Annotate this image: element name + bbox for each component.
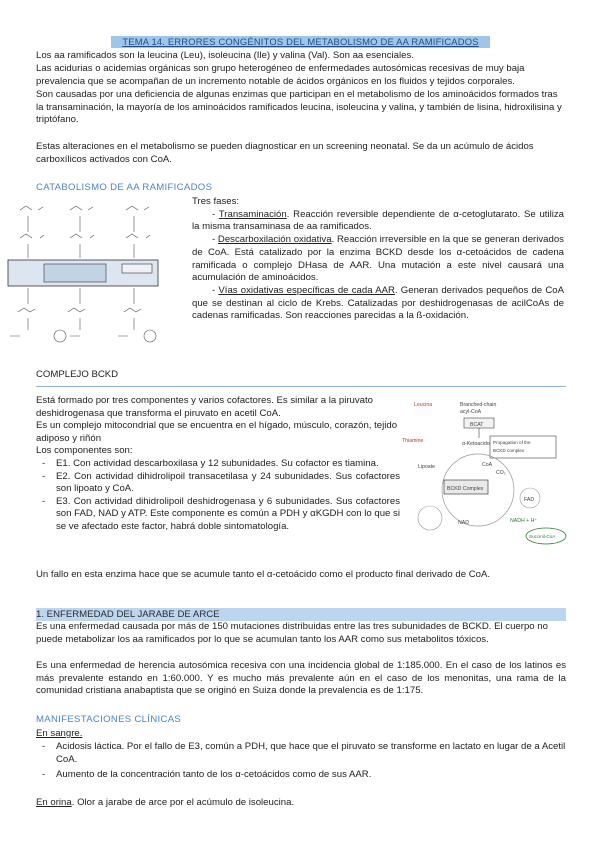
fase-1: - Transaminación. Reacción reversible dependiente de α-cetoglutarato. Se utiliza la misma transaminasa de aa ramificados. — [192, 208, 564, 233]
bckd-complex-box-label: BCKD complex — [493, 448, 525, 453]
enfermedad-p1: Es una enfermedad causada por más de 150 mutaciones distribuidas entre las tres subunidades de BCKD. El cuerpo no puede metabolizar los aa ramificados por lo que se acumulan tanto los AAR como sus metabolitos tóxicos. — [36, 621, 548, 645]
label-acylcoa: acyl-CoA — [460, 409, 482, 415]
sangre-item-1: - Acidosis láctica. Por el fallo de E3, común a PDH, que hace que el piruvato se transforme en lactato en lugar de a Acetil CoA. — [36, 741, 566, 766]
bckd-heading: COMPLEJO BCKD — [36, 369, 119, 380]
leucina-label: Leucina — [414, 402, 433, 408]
intro-p1: Los aa ramificados son la leucina (Leu), isoleucina (Ile) y valina (Val). Son aa esenciales. — [36, 50, 414, 61]
bckd-component-e1: - E1. Con actividad descarboxilasa y 12 subunidades. Su cofactor es tiamina. — [36, 458, 400, 471]
page-title: TEMA 14. ERRORES CONGÉNITOS DEL METABOLISMO DE AA RAMIFICADOS — [111, 36, 490, 48]
enfermedad-heading: 1. ENFERMEDAD DEL JARABE DE ARCE — [36, 608, 566, 621]
bckd-complex-label: BCKD Complex — [447, 486, 484, 492]
sangre-item-2: - Aumento de la concentración tanto de los α-cetoácidos como de sus AAR. — [36, 769, 566, 782]
nad-label: NAD — [458, 520, 469, 526]
fases-block — [192, 196, 564, 323]
propagation-label: Propagation of the — [493, 440, 531, 445]
lipoate-label: Lipoate — [418, 464, 436, 470]
thiamine-label: Thiamine — [402, 438, 424, 444]
krebs-label: Succinil-CoA — [529, 534, 556, 539]
bckd-p3: Un fallo en esta enzima hace que se acumule tanto el α-cetoácido como el producto final derivado de CoA. — [36, 569, 491, 580]
fase-2-name: Descarboxilación oxidativa — [217, 234, 332, 246]
co2-label: CO₂ — [496, 470, 506, 476]
sangre-label: En sangre. — [36, 728, 83, 739]
fases-label: Tres fases: — [192, 196, 240, 207]
bckd-divider — [36, 386, 566, 387]
fase-1-text: . Reacción reversible dependiente de α-cetoglutarato. Se utiliza la misma transaminasa de aa ramificados. — [192, 208, 564, 233]
cetoacido-label: α-Ketoacido — [462, 441, 490, 447]
orina-line — [36, 797, 294, 810]
coa-label: CoA — [482, 462, 493, 468]
intro-p3: Son causadas por una deficiencia de algunas enzimas que participan en el metabolismo de los aminoácidos formados tras la transaminación, la mayoría de los aminoácidos ramificados leucina, isoleucina y valina, y también de lisina, hidroxilisina y triptófano. — [36, 89, 562, 126]
bckd-p1: Está formado por tres componentes y varios cofactores. Es similar a la piruvato deshidrogenasa que transforma el piruvato en acetil CoA. — [36, 395, 373, 419]
bckd-components — [36, 458, 400, 534]
bckd-p2: Es un complejo mitocondrial que se encuentra en el hígado, músculo, corazón, tejido adiposo y riñón — [36, 420, 398, 444]
fase-3-name: Vías oxidativas específicas de cada AAR — [218, 284, 395, 296]
catabolismo-heading: CATABOLISMO DE AA RAMIFICADOS — [36, 182, 213, 193]
enfermedad-p2: Es una enfermedad de herencia autosómica recesiva con una incidencia global de 1:185.000. En el caso de los latinos es más prevalente estando en 1:60.000. Y es mucho más prevalente aún en el caso de los menonitas, una rama de la comunidad cristiana anabaptista que se originó en Suiza donde la prevalencia es de 1:175. — [36, 660, 566, 697]
sangre-list-wrap — [36, 741, 566, 782]
fase-3: - Vías oxidativas específicas de cada AAR. Generan derivados pequeños de CoA que se destinan al ciclo de Krebs. Catalizadas por deshidrogenasas de acilCoAs de cadenas ramificadas. Son reacciones parecidas a la ß-oxidación. — [192, 284, 564, 322]
bckd-component-e2: - E2. Con actividad dihidrolipoil transacetilasa y 24 subunidades. Sus cofactores son lipoato y CoA. — [36, 471, 400, 496]
nadh-label: NADH + H⁺ — [510, 518, 538, 524]
intro-p2: Las acidurias o acidemias orgánicas son grupo heterogéneo de enfermedades autosómicas recesivas de muy baja prevalencia que se acompañan de un incremento notable de ácidos orgánicos en los fluidos y tejidos corporales. — [36, 63, 525, 87]
sangre-list — [36, 741, 566, 782]
label-branched: Branched-chain — [460, 402, 497, 408]
fase-1-name: Transaminación — [218, 208, 287, 220]
fase-3-text: . Generan derivados pequeños de CoA que se destinan al ciclo de Krebs. Catalizadas por deshidrogenasas de acilCoAs de cadenas ramificadas. Son reacciones parecidas a la ß-oxidación. — [192, 284, 564, 322]
orina-label: En orina — [36, 797, 72, 808]
orina-text: . Olor a jarabe de arce por el acúmulo de isoleucina. — [71, 797, 295, 808]
intro-p4: Estas alteraciones en el metabolismo se pueden diagnosticar en un screening neonatal. Se da un acúmulo de ácidos carboxílicos activados con CoA. — [36, 141, 534, 165]
bcat-label: BCAT — [470, 422, 484, 428]
bckd-complex-figure — [400, 398, 568, 564]
bckd-component-e3: - E3. Con actividad dihidrolipoil deshidrogenasa y 6 subunidades. Sus cofactores son FAD, NAD y ATP. Este componente es común a PDH y αKGDH con lo que si se ve afectado este factor, habrá doble sintomatología. — [36, 496, 400, 534]
manifestaciones-heading: MANIFESTACIONES CLÍNICAS — [36, 714, 182, 725]
bckd-components-label: Los componentes son: — [36, 445, 133, 457]
fad-label: FAD — [524, 497, 535, 503]
fase-2: - Descarboxilación oxidativa. Reacción irreversible en la que se generan derivados de CoA. Está catalizado por la enzima BCKD desde los α-cetoácidos de cadena ramificada o complejo DHasa de AAR. Una mutación a este nivel causará una acumulación de aminoácidos. — [192, 234, 564, 284]
bckd-body — [36, 395, 400, 534]
catabolism-pathway-figure — [0, 196, 187, 356]
fase-2-text: . Reacción irreversible en la que se generan derivados de CoA. Está catalizado por la enzima BCKD desde los α-cetoácidos de cadena ramificada o complejo DHasa de AAR. Una mutación a este nivel causará una acumulación de aminoácidos. — [192, 234, 564, 284]
